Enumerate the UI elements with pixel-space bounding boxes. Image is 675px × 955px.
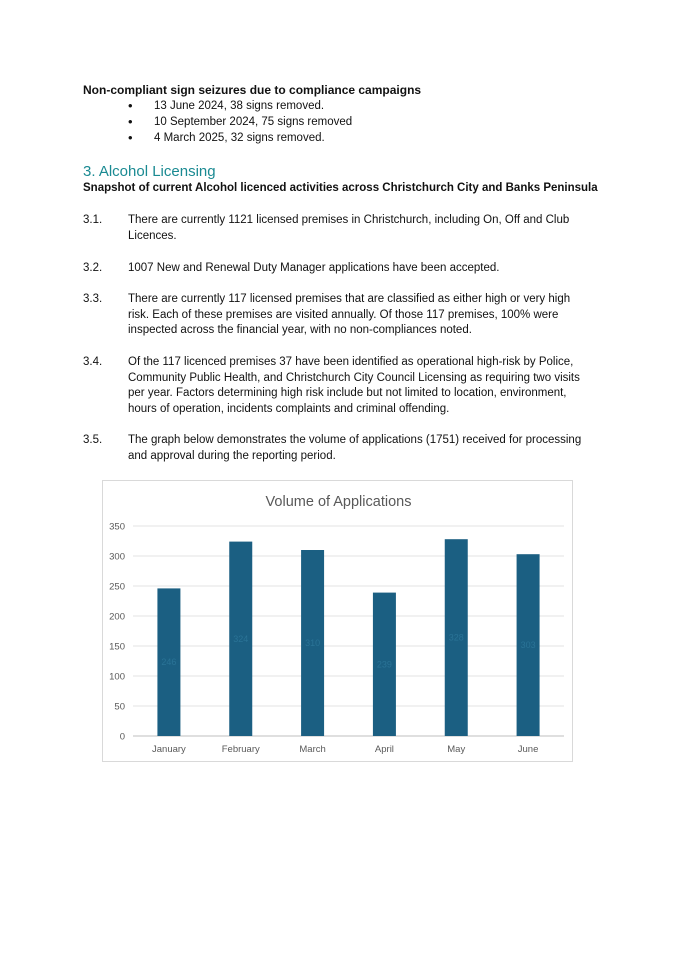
paragraph-number: 3.5. <box>83 434 103 446</box>
x-tick-label: April <box>374 744 394 755</box>
paragraph-text: The graph below demonstrates the volume of applications (1751) received for processing and approval during the reporting period. <box>128 434 582 462</box>
y-tick-label: 200 <box>109 611 125 623</box>
x-tick-label: January <box>152 744 186 755</box>
list-item: • 4 March 2025, 32 signs removed. <box>128 130 352 146</box>
x-tick-label: May <box>447 744 466 755</box>
data-label: 246 <box>161 657 177 668</box>
data-label: 310 <box>305 638 321 648</box>
chart-svg <box>103 481 574 763</box>
seizures-list <box>128 98 352 146</box>
applications-chart <box>102 480 573 762</box>
paragraph-number: 3.1. <box>83 214 103 226</box>
data-label: 324 <box>233 633 249 644</box>
paragraph-3-2 <box>83 261 593 277</box>
section-title: 3. Alcohol Licensing <box>83 163 216 180</box>
paragraph-3-3 <box>83 292 593 339</box>
list-item: • 13 June 2024, 38 signs removed. <box>128 98 352 114</box>
list-item: • 10 September 2024, 75 signs removed <box>128 114 352 130</box>
paragraph-text: Of the 117 licenced premises 37 have been identified as operational high-risk by Police, Community Public Health, and Christchurch City Council Licensing as requiring two visits per year. Factors determining high risk include but not limited to location, environment, hours of operation, incidents complaints and criminal offending. <box>128 356 580 415</box>
paragraph-number: 3.3. <box>83 293 103 305</box>
paragraph-text: There are currently 1121 licensed premises in Christchurch, including On, Off and Club Licences. <box>128 214 570 242</box>
data-label: 303 <box>520 640 536 651</box>
paragraph-text: 1007 New and Renewal Duty Manager applications have been accepted. <box>128 262 500 274</box>
x-tick-label: June <box>517 744 539 755</box>
paragraph-3-1 <box>83 213 593 244</box>
y-tick-label: 100 <box>109 671 125 683</box>
paragraph-3-4 <box>83 355 593 417</box>
y-tick-label: 300 <box>109 551 125 563</box>
paragraph-3-5 <box>83 433 593 464</box>
y-tick-label: 0 <box>119 731 125 743</box>
seizures-heading: Non-compliant sign seizures due to compliance campaigns <box>83 83 422 97</box>
y-tick-label: 250 <box>109 581 125 593</box>
chart-title: Volume of Applications <box>265 494 412 510</box>
y-tick-label: 350 <box>109 521 125 533</box>
y-tick-label: 50 <box>114 701 125 713</box>
data-label: 239 <box>376 659 392 670</box>
x-tick-label: February <box>221 744 260 755</box>
data-label: 328 <box>448 632 464 643</box>
x-tick-label: March <box>299 744 326 755</box>
paragraph-number: 3.2. <box>83 262 103 274</box>
section-subtitle: Snapshot of current Alcohol licenced activities across Christchurch City and Banks Peninsula <box>83 182 598 194</box>
paragraph-number: 3.4. <box>83 356 103 368</box>
paragraph-text: There are currently 117 licensed premises that are classified as either high or very high risk. Each of these premises are visited annually. Of those 117 premises, 100% were inspected across the financial year, with no non-compliances noted. <box>128 293 571 337</box>
y-tick-label: 150 <box>109 641 125 653</box>
